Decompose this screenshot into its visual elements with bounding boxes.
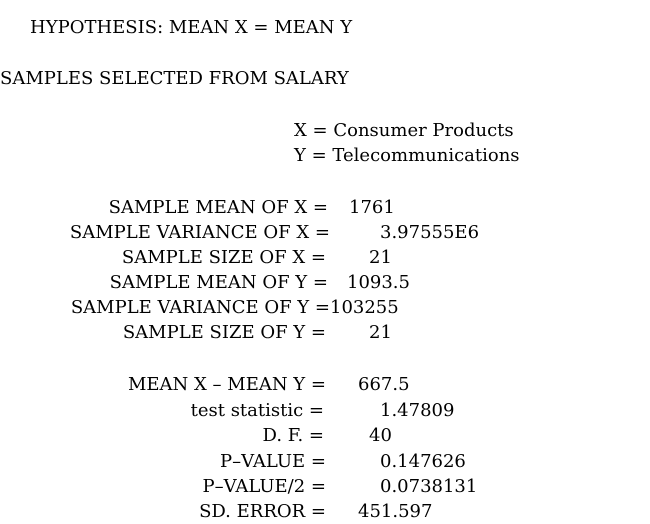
result-label-p-value-half: P–VALUE/2 = [202,476,326,497]
result-value-sd-error: 451.597 [358,501,433,522]
result-label-test-statistic: test statistic = [190,400,324,421]
definition-y: Y = Telecommunications [294,145,520,166]
stat-value-size-y: 21 [369,322,392,343]
stat-value-variance-x: 3.97555E6 [380,222,480,243]
result-value-df: 40 [369,425,392,446]
stat-label-size-y: SAMPLE SIZE OF Y = [122,322,326,343]
stat-value-mean-x: 1761 [349,197,395,218]
stat-label-variance-y: SAMPLE VARIANCE OF Y = [70,297,330,318]
result-label-sd-error: SD. ERROR = [199,501,326,522]
result-value-test-statistic: 1.47809 [380,400,455,421]
result-value-p-value-half: 0.0738131 [380,476,478,497]
result-label-df: D. F. = [262,425,324,446]
hypothesis-heading: HYPOTHESIS: MEAN X = MEAN Y [30,17,353,38]
stat-value-size-x: 21 [369,247,392,268]
stat-label-mean-x: SAMPLE MEAN OF X = [108,197,328,218]
result-label-p-value: P–VALUE = [220,451,326,472]
samples-source: SAMPLES SELECTED FROM SALARY [0,68,349,89]
result-value-p-value: 0.147626 [380,451,466,472]
stat-label-variance-x: SAMPLE VARIANCE OF X = [69,222,330,243]
stat-value-mean-y: 1093.5 [347,272,410,293]
stat-value-variance-y: 103255 [330,297,399,318]
stat-label-mean-y: SAMPLE MEAN OF Y = [109,272,328,293]
definition-x: X = Consumer Products [294,120,514,141]
result-label-mean-difference: MEAN X – MEAN Y = [127,374,326,395]
result-value-mean-difference: 667.5 [358,374,410,395]
stat-label-size-x: SAMPLE SIZE OF X = [121,247,326,268]
